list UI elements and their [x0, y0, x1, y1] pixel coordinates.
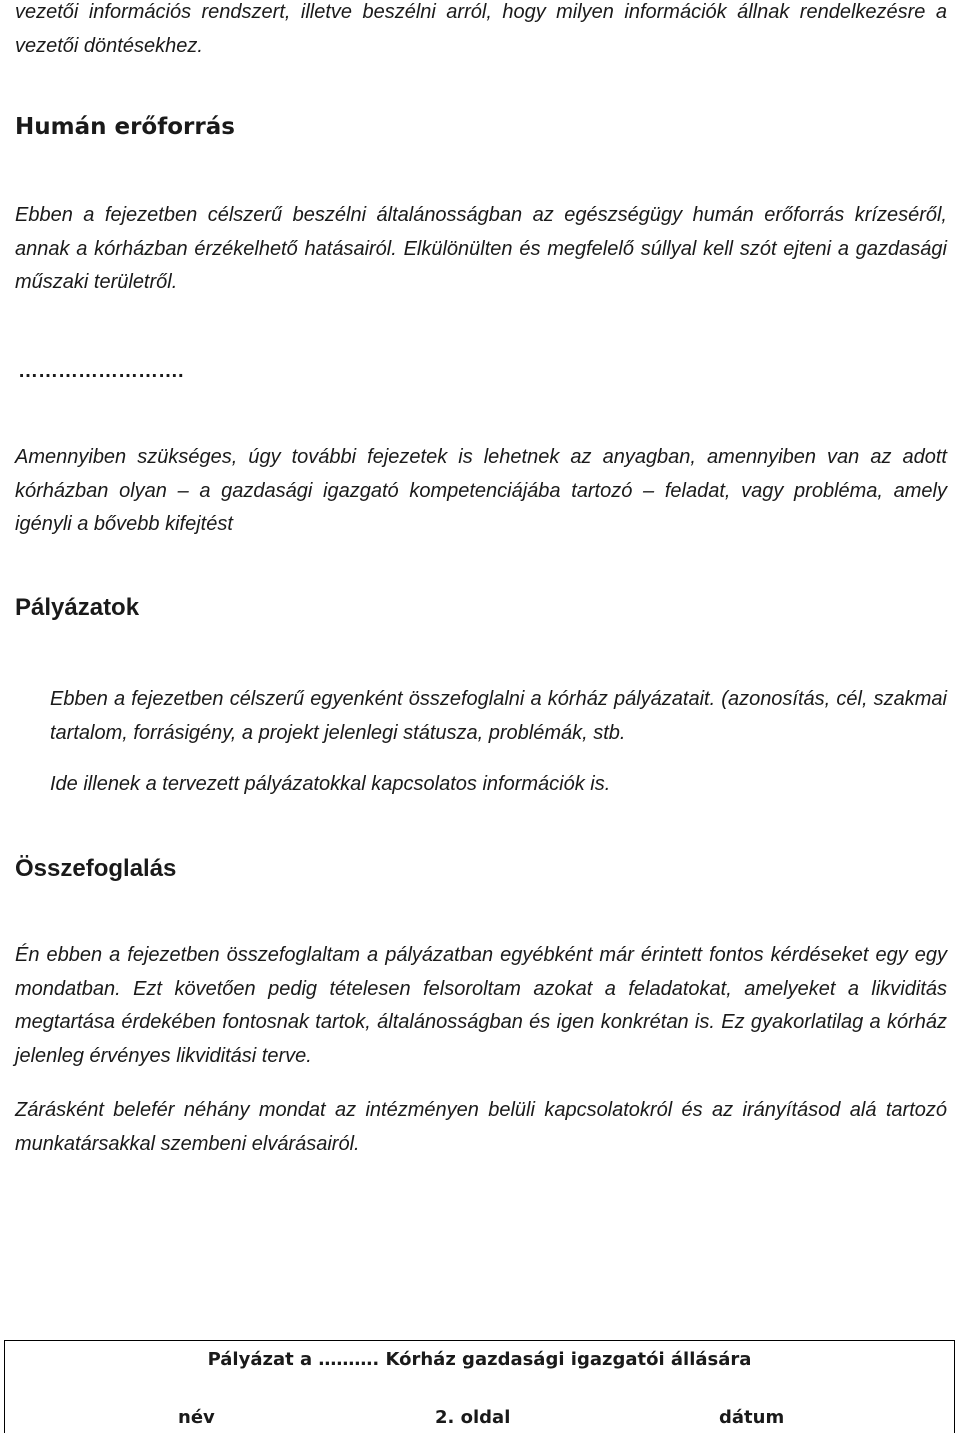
intro-paragraph: vezetői információs rendszert, illetve beszélni arról, hogy milyen információk állnak rendelkezésre a vezetői döntésekhez. [15, 1, 947, 57]
page-footer [4, 1340, 955, 1433]
footer-title: Pályázat a ………. Kórház gazdasági igazgatói állására [207, 1349, 752, 1370]
planned-tenders-paragraph: Ide illenek a tervezett pályázatokkal kapcsolatos információk is. [50, 773, 611, 795]
footer-date: dátum [719, 1407, 785, 1428]
closing-paragraph: Zárásként belefér néhány mondat az intézményen belüli kapcsolatokról és az irányításod alá tartozó munkatársakkal szembeni elvárásairól. [15, 1099, 947, 1155]
human-resources-sentence-2: Elkülönülten és megfelelő súllyal kell szót ejteni a gazdasági műszaki területről. [15, 237, 947, 293]
heading-tenders: Pályázatok [15, 594, 140, 621]
heading-human-resources: Humán erőforrás [15, 114, 235, 140]
additional-chapters-paragraph: Amennyiben szükséges, úgy további fejezetek is lehetnek az anyagban, amennyiben van az adott kórházban olyan – a gazdasági igazgató kompetenciájába tartozó – feladat, vagy probléma, amely igényli a bővebb kifejtést [15, 446, 947, 535]
summary-paragraph: Én ebben a fejezetben összefoglaltam a pályázatban egyébként már érintett fontos kérdéseket egy egy mondatban. Ezt követően pedig tételesen felsoroltam azokat a feladatokat, amelyeket a likviditás megtartása érdekében fontosnak tartok, általánosságban és igen konkrétan is. Ez gyakorlatilag a kórház jelenleg érvényes likviditási terve. [15, 944, 947, 1067]
footer-name: név [178, 1407, 215, 1428]
heading-summary: Összefoglalás [15, 855, 177, 882]
human-resources-paragraph [15, 199, 947, 300]
placeholder-dots: ……………………. [18, 360, 184, 382]
human-resources-sentence-1: Ebben a fejezetben célszerű beszélni általánosságban az egészségügy humán erőforrás krízeséről, annak a kórházban érzékelhető hatásairól. [15, 204, 947, 260]
footer-page-number: 2. oldal [435, 1407, 511, 1428]
tenders-paragraph: Ebben a fejezetben célszerű egyenként összefoglalni a kórház pályázatait. (azonosítás, cél, szakmai tartalom, forrásigény, a projekt jelenlegi státusza, problémák, stb. [50, 688, 947, 744]
